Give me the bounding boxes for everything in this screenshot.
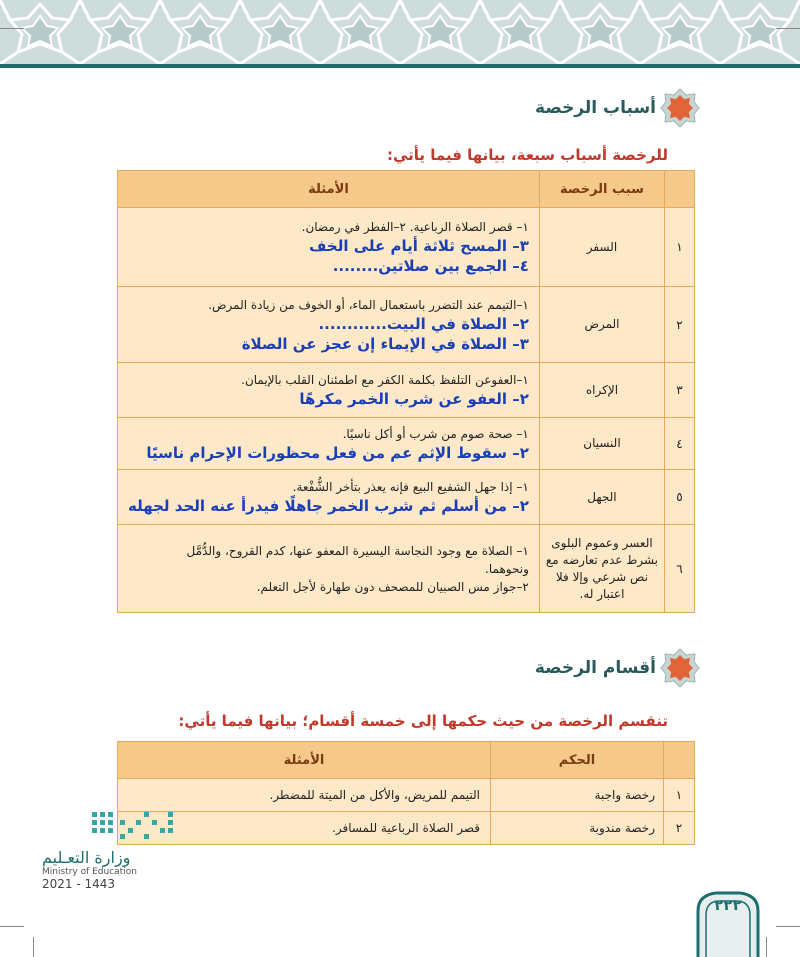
table-row [118,779,695,812]
handwritten-answer: ٢– سقوط الإثم عم من فعل محظورات الإحرام ناسيًا [146,443,529,462]
table-row [118,418,695,470]
example-line: ١–التيمم عند التضرر باستعمال الماء، أو الخوف من زيادة المرض. [208,297,529,312]
section-title: أقسام الرخصة [534,658,656,678]
example-line: ١– صحة صوم من شرب أو أكل ناسيًا. [342,426,529,441]
table-row [118,812,695,845]
row-example: قصر الصلاة الرباعية للمسافر. [118,812,491,845]
edition-year: 2021 - 1443 [42,877,116,891]
example-line: ١–العفوعن التلفظ بكلمة الكفر مع اطمئنان القلب بالإيمان. [241,373,529,387]
row-cause: السفر [539,208,664,287]
example-line: ١– قصر الصلاة الرباعية. ٢–الفطر في رمضان. [301,220,529,234]
handwritten-answer: ٢– من أسلم ثم شرب الخمر جاهلًا فيدرأ عنه الحد لجهله [128,497,529,515]
octagon-star-icon [660,88,700,128]
crop-mark [33,937,34,957]
row-number: ١ [665,208,695,287]
row-examples [118,525,540,613]
example-line: ١– الصلاة مع وجود النجاسة اليسيرة المعفو عنها، كدم القروح، والدُّمَّل [186,543,529,558]
row-number: ١ [664,779,695,812]
ministry-dots-icon [32,808,182,844]
row-number: ٤ [665,418,695,470]
ministry-logo [32,808,182,891]
crop-mark [766,937,767,957]
handwritten-answer: ٤– الجمع بين صلاتين........ [332,257,529,275]
handwritten-answer: ٣– المسح ثلاثة أيام على الخف [309,237,529,255]
header-examples: الأمثلة [118,742,491,779]
row-examples [118,208,540,287]
table-row [118,363,695,418]
row-number: ٥ [665,470,695,525]
table-row [118,470,695,525]
handwritten-answer: ٢– الصلاة في البيت............ [318,314,529,333]
row-number: ٢ [665,287,695,363]
causes-table [117,170,695,613]
section-heading-causes [535,88,700,128]
header-ruling: الحكم [491,742,664,779]
crop-mark [0,28,24,29]
row-number: ٢ [664,812,695,845]
types-table [117,741,695,845]
example-line: ١– إذا جهل الشفيع البيع فإنه يعذر بتأخر الشُّفْعة. [292,480,529,494]
example-line: ونحوهما. [485,561,529,576]
handwritten-answer: ٣– الصلاة في الإيماء إن عجز عن الصلاة [241,334,529,353]
ministry-name-en: Ministry of Education [42,867,137,877]
crop-mark [776,28,800,29]
row-examples [118,418,540,470]
table-header-row [118,171,695,208]
page-number: ٢٢٢ [714,896,742,914]
row-cause: الإكراه [539,363,664,418]
row-examples [118,287,540,363]
table-row [118,525,695,613]
section-title: أسباب الرخصة [535,98,656,118]
row-ruling: رخصة مندوبة [491,812,664,845]
header-cause: سبب الرخصة [539,171,664,208]
example-line: ٢–جواز مس الصبيان للمصحف دون طهارة لأجل التعلم. [256,579,529,594]
row-cause: الجهل [539,470,664,525]
row-number: ٦ [665,525,695,613]
section-intro: تنقسم الرخصة من حيث حكمها إلى خمسة أقسام؛ بيانها فيما يأتي: [178,712,668,730]
row-cause: العسر وعموم البلوى بشرط عدم تعارضه مع نص شرعي وإلا فلا اعتبار له. [539,525,664,613]
header-num [665,171,695,208]
crop-mark [0,926,24,927]
row-cause: النسيان [539,418,664,470]
header-num [664,742,695,779]
row-example: التيمم للمريض، والأكل من الميتة للمضطر. [118,779,491,812]
section-heading-types [535,648,700,688]
octagon-star-icon [660,648,700,688]
crop-mark [776,926,800,927]
header-examples: الأمثلة [118,171,540,208]
row-examples [118,363,540,418]
handwritten-answer: ٢– العفو عن شرب الخمر مكرهًا [299,390,529,408]
section-intro: للرخصة أسباب سبعة، بيانها فيما يأتي: [386,146,668,164]
table-header-row [118,742,695,779]
row-ruling: رخصة واجبة [491,779,664,812]
row-cause: المرض [539,287,664,363]
table-row [118,287,695,363]
decorative-banner [0,0,800,68]
row-examples [118,470,540,525]
ministry-name-ar: وزارة التعـليم [42,848,131,867]
table-row [118,208,695,287]
row-number: ٣ [665,363,695,418]
